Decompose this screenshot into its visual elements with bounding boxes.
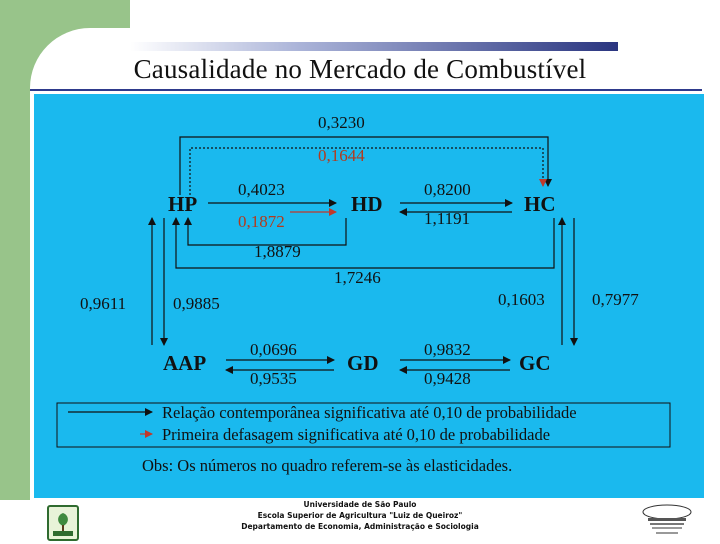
esalq-logo (47, 505, 79, 541)
department-logo-icon (640, 498, 694, 540)
value-hd-hp: 1,8879 (254, 242, 301, 261)
value-gc-hc: 0,1603 (498, 290, 545, 309)
value-aap-gd: 0,0696 (250, 340, 297, 359)
value-gd-gc: 0,9832 (424, 340, 471, 359)
legend-lag: Primeira defasagem significativa até 0,10 de probabilidade (162, 425, 551, 444)
esalq-logo-icon (49, 507, 77, 539)
node-hc: HC (524, 192, 556, 216)
value-hp-hc-top: 0,3230 (318, 113, 365, 132)
value-hc-hd: 1,1191 (424, 209, 471, 228)
value-aap-hp: 0,9611 (80, 294, 127, 313)
arrow-hc-hp (176, 218, 554, 268)
footer-school: Escola Superior de Agricultura "Luiz de Queiroz" (257, 511, 463, 520)
node-gd: GD (347, 351, 379, 375)
value-gd-aap: 0,9535 (250, 369, 297, 388)
value-hp-hd-lag: 0,1872 (238, 212, 285, 231)
value-hp-aap: 0,9885 (173, 294, 220, 313)
footer-department: Departamento de Economia, Administração e Sociologia (241, 522, 479, 531)
value-hp-hc-lag: 0,1644 (318, 146, 365, 165)
node-hp: HP (168, 192, 198, 216)
node-aap: AAP (163, 351, 207, 375)
diagram-note: Obs: Os números no quadro referem-se às elasticidades. (142, 456, 513, 475)
value-hc-gc: 0,7977 (592, 290, 639, 309)
value-hc-hp: 1,7246 (334, 268, 381, 287)
slide-title: Causalidade no Mercado de Combustível (133, 54, 587, 84)
footer-university: Universidade de São Paulo (303, 500, 417, 509)
node-hd: HD (351, 192, 383, 216)
node-gc: GC (519, 351, 551, 375)
value-hd-hc: 0,8200 (424, 180, 471, 199)
legend-contemporaneous: Relação contemporânea significativa até 0,10 de probabilidade (162, 403, 577, 422)
value-gc-gd: 0,9428 (424, 369, 471, 388)
value-hp-hd: 0,4023 (238, 180, 285, 199)
